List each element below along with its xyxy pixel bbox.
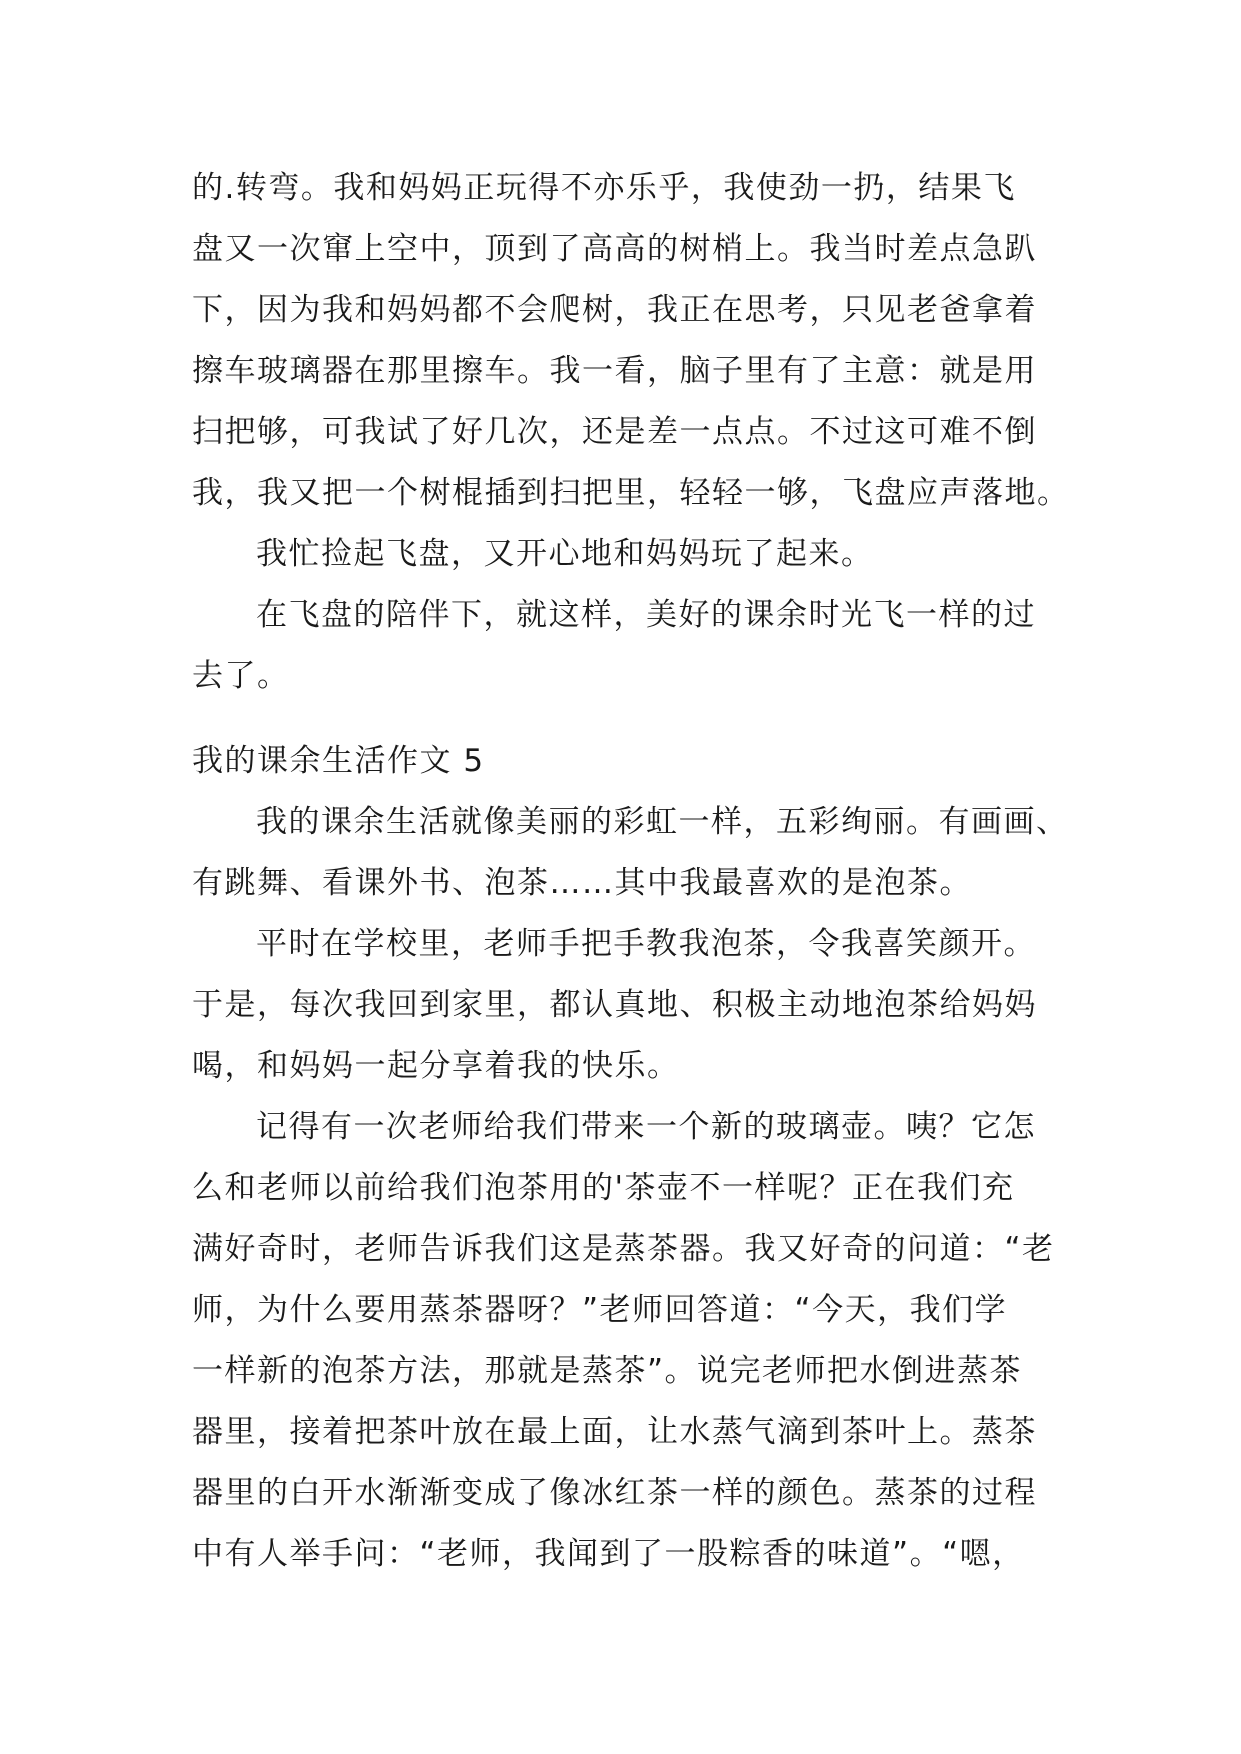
text-line: 下，因为我和妈妈都不会爬树，我正在思考，只见老爸拿着 [192,292,1037,328]
text-line: 擦车玻璃器在那里擦车。我一看，脑子里有了主意：就是用 [192,353,1037,389]
text-line: 有跳舞、看课外书、泡茶……其中我最喜欢的是泡茶。 [192,865,972,901]
text-line: 一样新的泡茶方法，那就是蒸茶”。说完老师把水倒进蒸茶 [192,1353,1023,1389]
text-line: 我忙捡起飞盘，又开心地和妈妈玩了起来。 [256,536,874,572]
paragraph [192,585,1052,707]
paragraph [192,1097,1055,1585]
text-line: 满好奇时，老师告诉我们这是蒸茶器。我又好奇的问道：“老 [192,1231,1055,1267]
paragraph [192,158,1070,524]
essay-5 [192,731,1069,1585]
text-line: 我，我又把一个树棍插到扫把里，轻轻一够，飞盘应声落地。 [192,475,1070,511]
paragraph [192,524,1052,585]
text-line: 在飞盘的陪伴下，就这样，美好的课余时光飞一样的过 [256,597,1036,633]
text-line: 平时在学校里，老师手把手教我泡茶，令我喜笑颜开。 [256,926,1036,962]
text-line: 于是，每次我回到家里，都认真地、积极主动地泡茶给妈妈 [192,987,1037,1023]
text-line: 师，为什么要用蒸茶器呀？”老师回答道：“今天，我们学 [192,1292,1008,1328]
text-line: 记得有一次老师给我们带来一个新的玻璃壶。咦？它怎 [256,1109,1036,1145]
text-line: 中有人举手问：“老师，我闻到了一股粽香的味道”。“嗯， [192,1536,1025,1572]
text-line: 的.转弯。我和妈妈正玩得不亦乐乎，我使劲一扔，结果飞 [192,170,1016,206]
text-line: 器里的白开水渐渐变成了像冰红茶一样的颜色。蒸茶的过程 [192,1475,1037,1511]
text-line: 扫把够，可我试了好几次，还是差一点点。不过这可难不倒 [192,414,1037,450]
text-line: 我的课余生活就像美丽的彩虹一样，五彩绚丽。有画画、 [256,804,1069,840]
paragraph [192,914,1052,1097]
essay-heading: 我的课余生活作文 5 [192,743,485,779]
paragraph [192,792,1069,914]
text-line: 喝，和妈妈一起分享着我的快乐。 [192,1048,680,1084]
text-line: 么和老师以前给我们泡茶用的'茶壶不一样呢？正在我们充 [192,1170,1015,1206]
text-line: 器里，接着把茶叶放在最上面，让水蒸气滴到茶叶上。蒸茶 [192,1414,1037,1450]
previous-essay-ending [192,158,1070,707]
text-line: 盘又一次窜上空中，顶到了高高的树梢上。我当时差点急趴 [192,231,1037,267]
text-line: 去了。 [192,658,290,694]
